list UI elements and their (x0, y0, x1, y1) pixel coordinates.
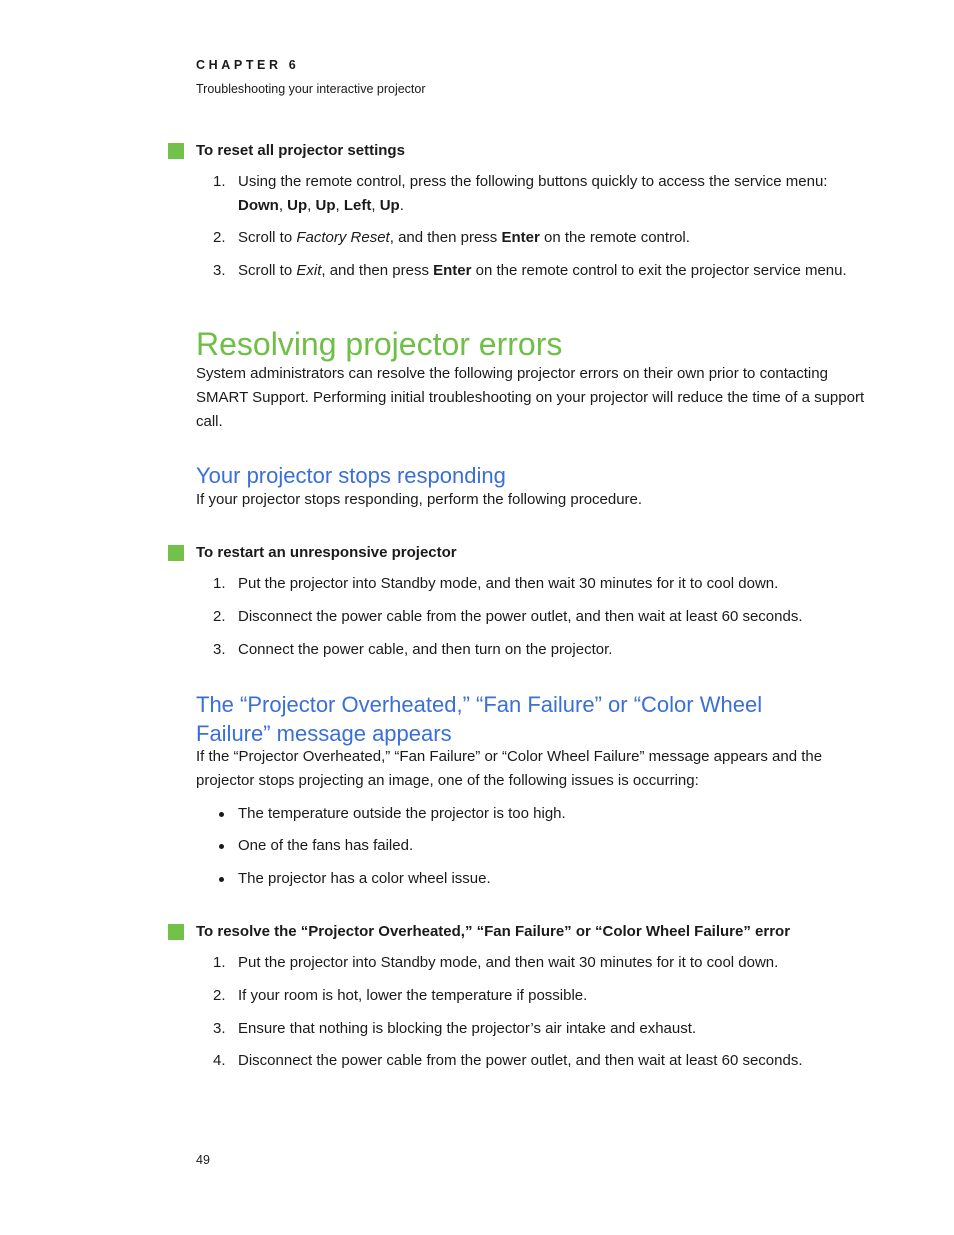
subsection-heading-overheat: The “Projector Overheated,” “Fan Failure” or “Color Wheel Failure” message appears (196, 692, 763, 746)
bullet-icon (219, 812, 224, 817)
step-number: 3. (213, 1020, 226, 1037)
separator: , (307, 197, 316, 214)
errors-intro: System administrators can resolve the following projector errors on their own prior to contacting SMART Support. Performing initial troubleshooting on your projector will reduce the time of a support call. (196, 365, 865, 430)
procedure-square-icon (168, 545, 184, 561)
step-text-part: , and then press (389, 229, 502, 246)
bullet-icon (219, 844, 224, 849)
bullet-text: The projector has a color wheel issue. (238, 870, 491, 887)
step-number: 2. (213, 987, 226, 1004)
menu-item-exit: Exit (296, 262, 322, 279)
button-name-enter: Enter (501, 229, 540, 246)
step-text: If your room is hot, lower the temperature if possible. (238, 987, 588, 1004)
step-text (238, 226, 863, 250)
step-text-part: on the remote control. (539, 229, 690, 246)
button-name-enter: Enter (433, 262, 472, 279)
step-text-part: on the remote control to exit the projector service menu. (471, 262, 847, 279)
step-text: Put the projector into Standby mode, and then wait 30 minutes for it to cool down. (238, 575, 779, 592)
step-text: Ensure that nothing is blocking the projector’s air intake and exhaust. (238, 1020, 697, 1037)
step-number: 3. (213, 262, 226, 279)
step-text: Disconnect the power cable from the power outlet, and then wait at least 60 seconds. (238, 1052, 803, 1069)
step-number: 1. (213, 173, 226, 190)
step-number: 2. (213, 608, 226, 625)
step-text-part: Using the remote control, press the following buttons quickly to access the service menu: (238, 173, 828, 190)
chapter-label: CHAPTER 6 (196, 58, 300, 72)
button-name-down: Down (238, 197, 279, 214)
subsection-heading-stops: Your projector stops responding (196, 463, 506, 488)
separator: , (335, 197, 344, 214)
chapter-subtitle: Troubleshooting your interactive projector (196, 82, 426, 96)
step-text-part: Scroll to (238, 229, 297, 246)
step-number: 3. (213, 641, 226, 658)
separator: , (278, 197, 288, 214)
step-end: . (399, 197, 404, 214)
stops-intro: If your projector stops responding, perform the following procedure. (196, 491, 643, 508)
bullet-text: One of the fans has failed. (238, 837, 414, 854)
step-text: Put the projector into Standby mode, and then wait 30 minutes for it to cool down. (238, 954, 779, 971)
step-text (238, 170, 863, 218)
step-text-part: , and then press (321, 262, 434, 279)
separator: , (371, 197, 380, 214)
section-heading-errors: Resolving projector errors (196, 326, 563, 362)
step-text: Disconnect the power cable from the power outlet, and then wait at least 60 seconds. (238, 608, 803, 625)
button-name-left: Left (343, 197, 372, 214)
bullet-text: The temperature outside the projector is too high. (238, 805, 566, 822)
step-number: 1. (213, 954, 226, 971)
button-name-up: Up (379, 197, 400, 214)
button-name-up: Up (287, 197, 308, 214)
overheat-intro: If the “Projector Overheated,” “Fan Failure” or “Color Wheel Failure” message appears and the projector stops projecting an image, one of the following issues is occurring: (196, 748, 823, 789)
procedure-square-icon (168, 143, 184, 159)
procedure-title: To resolve the “Projector Overheated,” “Fan Failure” or “Color Wheel Failure” error (196, 923, 791, 940)
page-number: 49 (196, 1153, 210, 1167)
button-name-up: Up (315, 197, 336, 214)
step-text-part: Scroll to (238, 262, 297, 279)
step-text: Connect the power cable, and then turn on the projector. (238, 641, 613, 658)
step-number: 2. (213, 229, 226, 246)
procedure-title: To reset all projector settings (196, 142, 405, 159)
procedure-title: To restart an unresponsive projector (196, 544, 457, 561)
bullet-icon (219, 877, 224, 882)
procedure-square-icon (168, 924, 184, 940)
step-number: 4. (213, 1052, 226, 1069)
step-number: 1. (213, 575, 226, 592)
step-text (238, 259, 863, 283)
menu-item-factory-reset: Factory Reset (296, 229, 390, 246)
